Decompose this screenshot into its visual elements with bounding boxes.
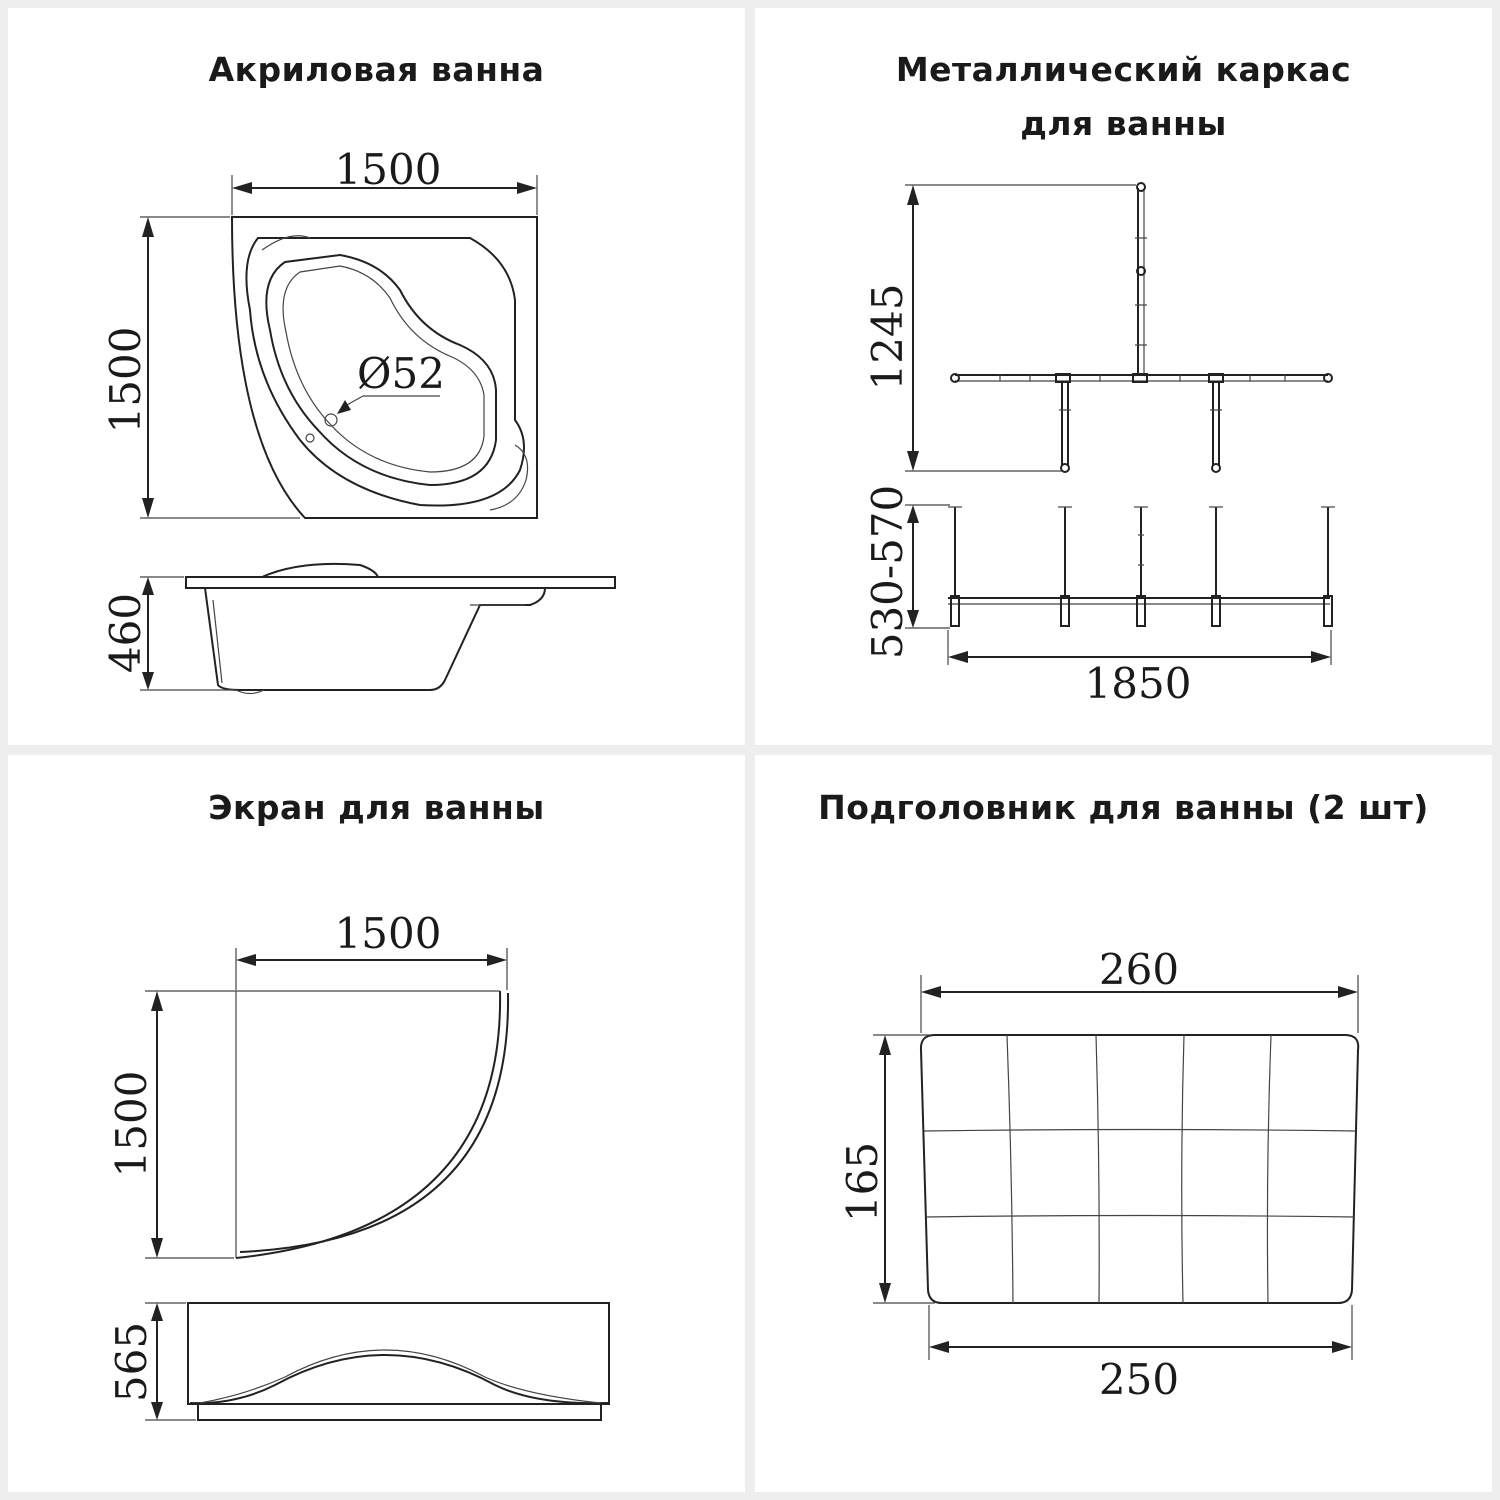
panel-title-line-1: Экран для ванны xyxy=(208,788,545,827)
headrest-seam-h2 xyxy=(926,1216,1354,1218)
dim-screen-height: 565 xyxy=(107,1321,156,1403)
screen-side-wave xyxy=(190,1355,608,1403)
panel-title-line-1: Подголовник для ванны (2 шт) xyxy=(818,788,1429,827)
acrylic-bath-panel xyxy=(8,8,745,745)
dim-screen-depth: 1500 xyxy=(107,1070,156,1178)
bath-side-body xyxy=(205,588,545,690)
headrest-seam-v1 xyxy=(1007,1035,1013,1303)
headrest-outline xyxy=(921,1035,1358,1303)
dim-left-height: 1500 xyxy=(101,326,150,434)
dim-frame-height: 1245 xyxy=(863,283,912,391)
dim-headrest-height: 165 xyxy=(838,1141,887,1223)
screen-arc-inner xyxy=(240,993,508,1252)
metal-frame-panel xyxy=(755,8,1492,745)
screen-arc-outer xyxy=(236,991,500,1258)
metal-frame-drawing xyxy=(755,8,1492,745)
dim-frame-width: 1850 xyxy=(1084,659,1192,708)
panel-title-line-2: для ванны xyxy=(1020,104,1227,143)
panel-title-line-1: Акриловая ванна xyxy=(208,50,545,89)
screen-side-body xyxy=(188,1303,609,1404)
bath-headrest-right xyxy=(490,445,528,510)
drain-label: Ø52 xyxy=(357,349,445,398)
bath-screen-panel xyxy=(8,755,745,1492)
dim-headrest-top: 260 xyxy=(1098,945,1180,994)
headrest-seam-h1 xyxy=(924,1130,1356,1132)
bath-screen-drawing xyxy=(8,755,745,1492)
headrest-drawing xyxy=(755,755,1492,1492)
dim-screen-width: 1500 xyxy=(334,909,442,958)
acrylic-bath-drawing xyxy=(8,8,745,745)
dim-frame-adjust: 530-570 xyxy=(863,484,912,660)
panel-title-line-1: Металлический каркас xyxy=(895,50,1352,89)
bath-side-rim xyxy=(186,577,615,588)
drain-arrow xyxy=(337,400,351,414)
dim-side-height: 460 xyxy=(101,592,150,674)
frame-side-posts xyxy=(948,507,1335,598)
overflow-hole xyxy=(306,434,314,442)
dim-top-width: 1500 xyxy=(334,145,442,194)
screen-side-base xyxy=(198,1404,601,1420)
dim-headrest-bottom: 250 xyxy=(1098,1355,1180,1404)
headrest-panel xyxy=(755,755,1492,1492)
bath-side-headrest xyxy=(262,564,378,577)
frame-side-feet xyxy=(951,596,1332,626)
